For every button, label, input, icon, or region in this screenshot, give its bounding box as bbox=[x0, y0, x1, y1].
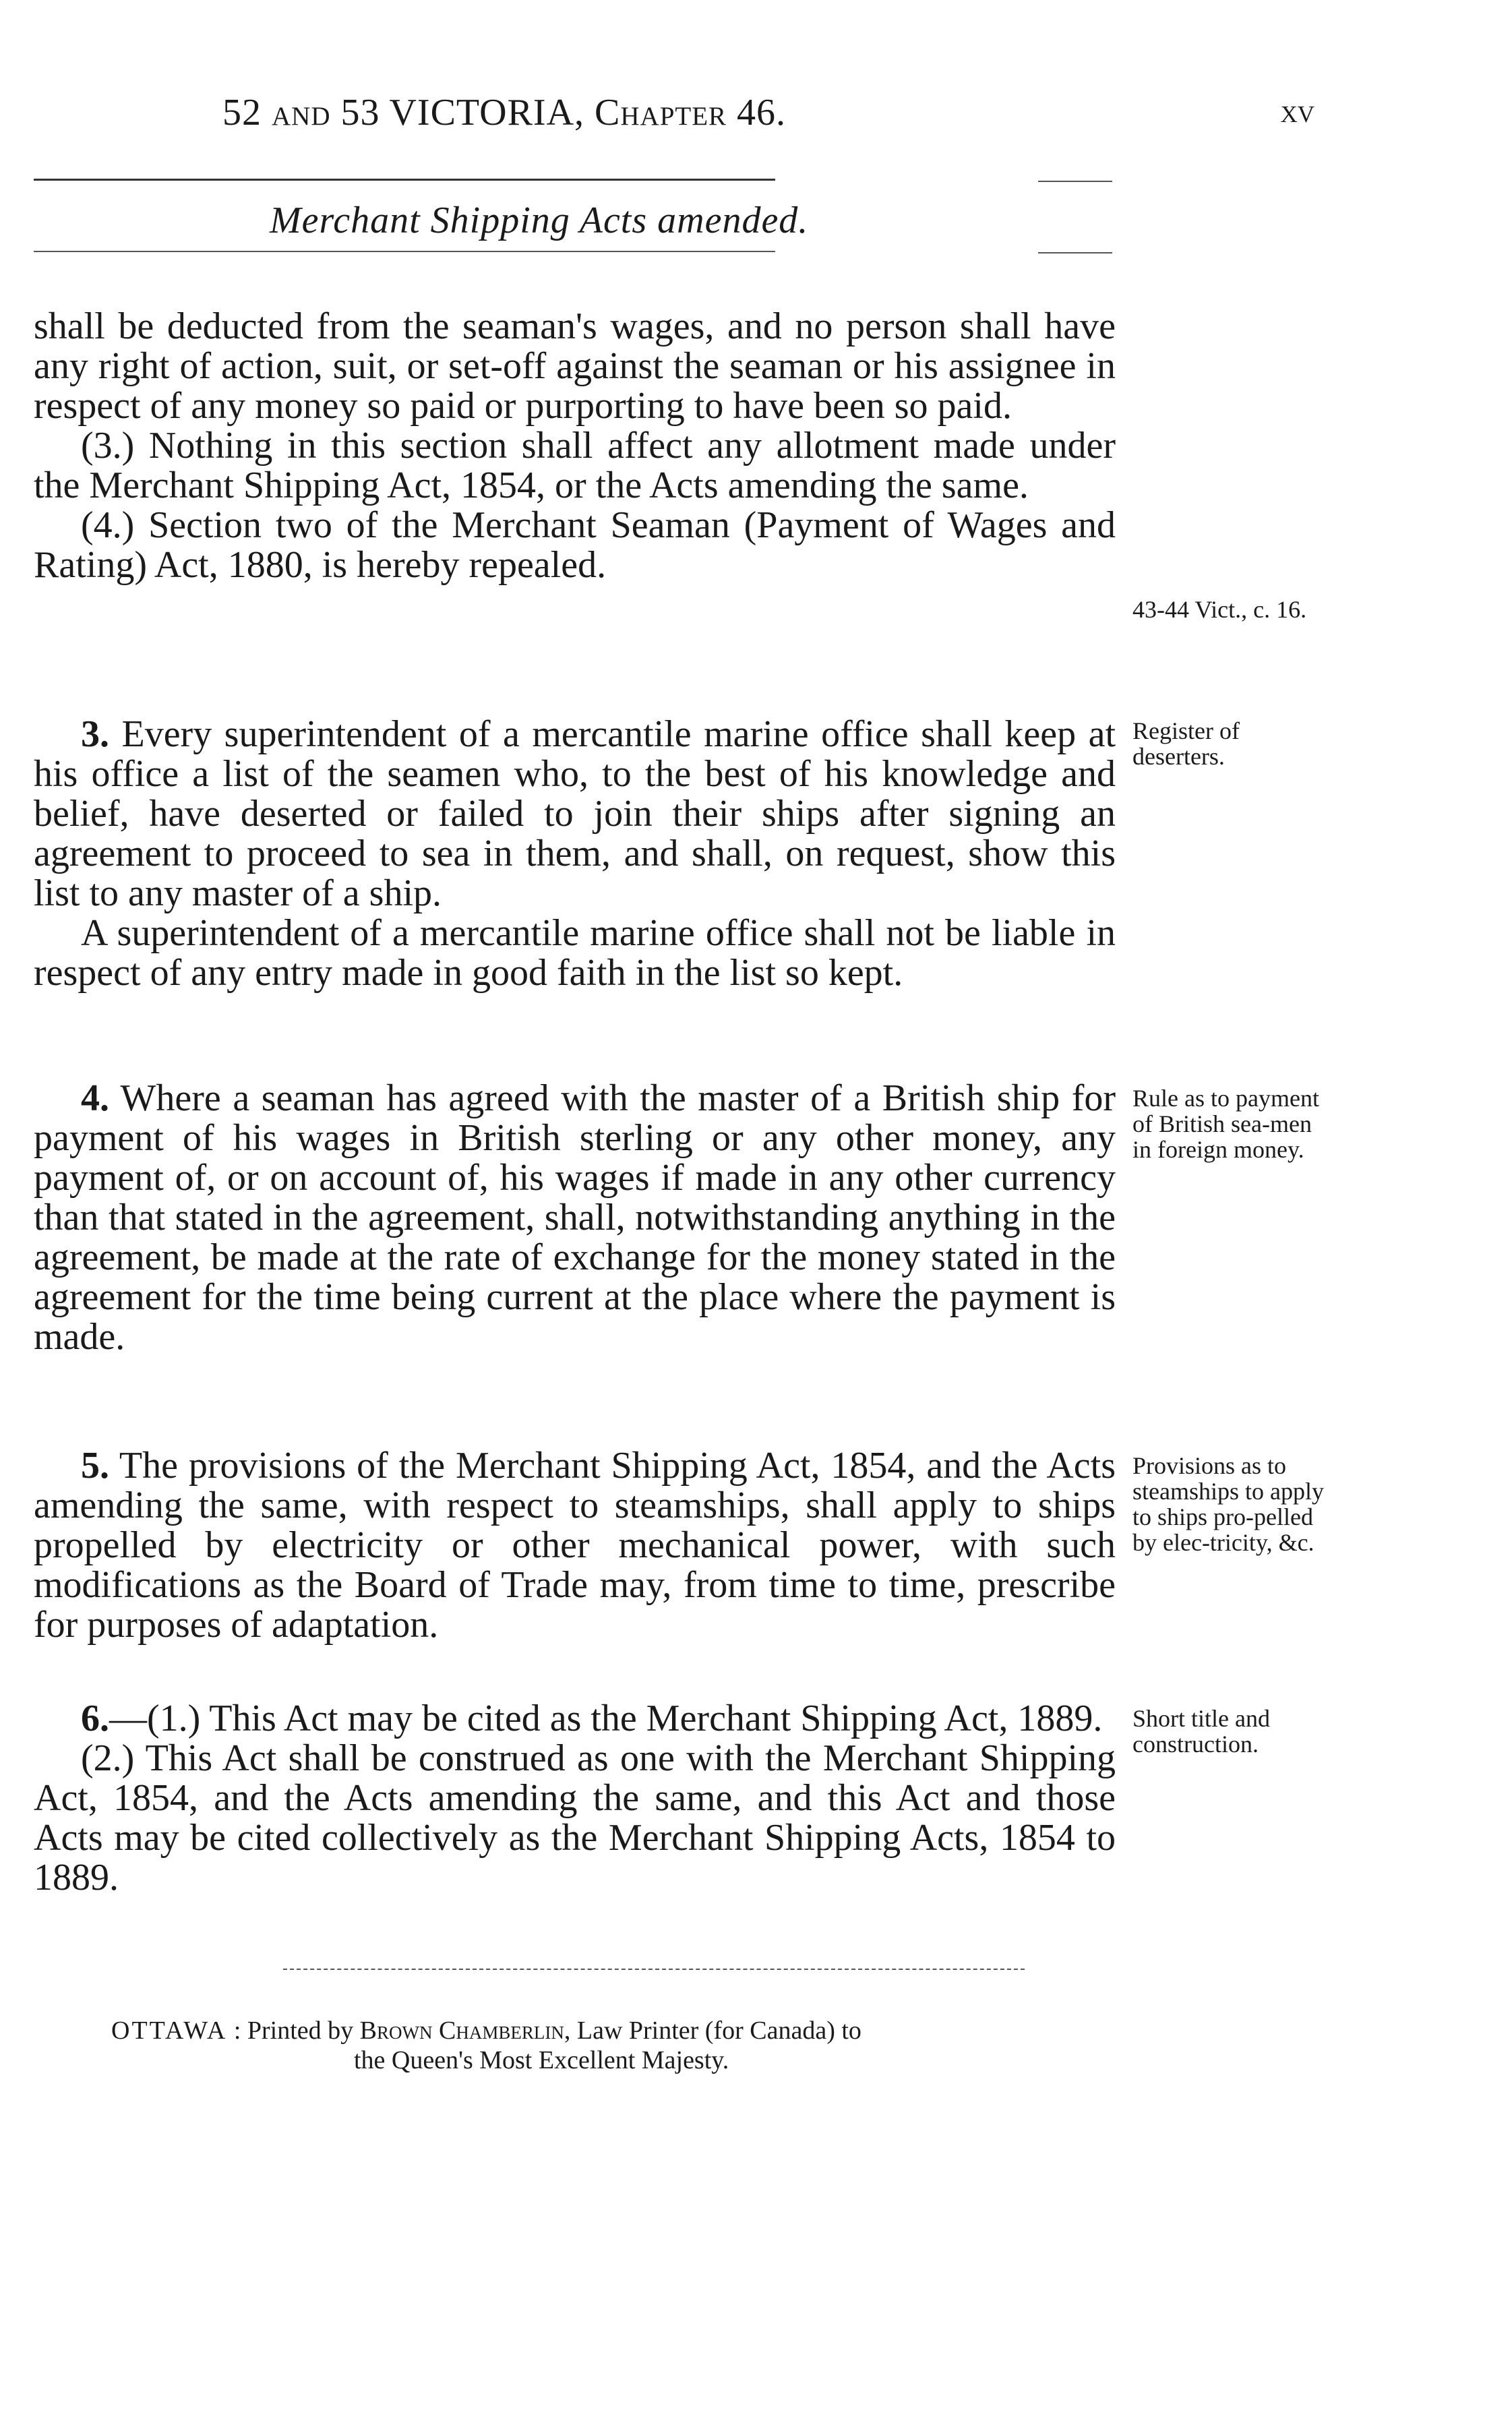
header-rule bbox=[34, 179, 775, 181]
subsection-4: (4.) Section two of the Merchant Seaman (Payment of Wages and Rating) Act, 1880, is hereby repealed. bbox=[34, 504, 1116, 586]
header-title-chapter: Chapter bbox=[595, 92, 727, 133]
section-6-body: —(1.) This Act may be cited as the Merchant Shipping Act, 1889. bbox=[109, 1698, 1103, 1739]
section-5-body: The provisions of the Merchant Shipping Act, 1854, and the Acts amending the same, with respect to steamships, shall apply to ships propelled by electricity or other mechanical power, with such modifications as the Board of Trade may, from time to time, prescribe for purposes of adaptation. bbox=[34, 1445, 1116, 1646]
header-title-and: and bbox=[272, 92, 331, 133]
section-4-body: Where a seaman has agreed with the master of a British ship for payment of his wages in British sterling or any other money, any payment of, or on account of, his wages if made in any other currency than that stated in the agreement, shall, notwithstanding anything in the agreement, be made at the rate of exchange for the money stated in the agreement for the time being current at the place where the payment is made. bbox=[34, 1077, 1116, 1358]
header-title-part: 52 bbox=[222, 92, 272, 133]
section-6-text bbox=[34, 1699, 1116, 1739]
margin-note-citation: 43-44 Vict., c. 16. bbox=[1132, 596, 1307, 623]
header-title-part: 53 VICTORIA, bbox=[330, 92, 595, 133]
section-4-text bbox=[34, 1079, 1116, 1357]
section-3 bbox=[34, 715, 1116, 993]
margin-note-register: Register of deserters. bbox=[1132, 717, 1240, 770]
imprint-printed-by: Printed by bbox=[247, 2016, 360, 2045]
section-6-paragraph-2: (2.) This Act shall be construed as one with the Merchant Shipping Act, 1854, and the Acts amending the same, and this Act and those Acts may be cited collectively as the Merchant Shipping Acts, 1854 to 1889. bbox=[34, 1737, 1116, 1898]
subheading-rule bbox=[1038, 252, 1112, 253]
imprint-line-1 bbox=[111, 2016, 1122, 2045]
subheading-rule bbox=[34, 251, 775, 252]
section-number: 6. bbox=[81, 1698, 109, 1739]
printer-imprint bbox=[111, 2016, 1122, 2075]
closing-rule bbox=[283, 1969, 1025, 1970]
imprint-line-2: the Queen's Most Excellent Majesty. bbox=[354, 2046, 729, 2074]
subheading: Merchant Shipping Acts amended. bbox=[270, 200, 809, 241]
paragraph: shall be deducted from the seaman's wages, and no person shall have any right of action, suit, or set-off against the seaman or his assignee in respect of any money so paid or purporting to have been so paid. bbox=[34, 305, 1116, 427]
imprint-separator: : bbox=[227, 2016, 247, 2045]
section-3-paragraph-2: A superintendent of a mercantile marine office shall not be liable in respect of any entry made in good faith in the list so kept. bbox=[34, 912, 1116, 994]
imprint-rest: , Law Printer (for Canada) to bbox=[564, 2016, 861, 2045]
margin-note-rule: Rule as to payment of British sea-men in foreign money. bbox=[1132, 1085, 1319, 1163]
header-rule bbox=[1038, 181, 1112, 182]
section-number: 4. bbox=[81, 1077, 109, 1119]
section-5 bbox=[34, 1446, 1116, 1645]
section-6 bbox=[34, 1699, 1116, 1898]
section-number: 3. bbox=[81, 713, 109, 755]
paragraph-continued bbox=[34, 307, 1116, 585]
imprint-printer: Brown Chamberlin bbox=[359, 2016, 564, 2045]
page-number: xv bbox=[1280, 92, 1314, 129]
section-5-text bbox=[34, 1446, 1116, 1645]
subsection-3: (3.) Nothing in this section shall affect any allotment made under the Merchant Shipping Act, 1854, or the Acts amending the same. bbox=[34, 425, 1116, 506]
header-title-part: 46. bbox=[727, 92, 787, 133]
section-3-body: Every superintendent of a mercantile marine office shall keep at his office a list of the seamen who, to the best of his knowledge and belief, have deserted or failed to join their ships after signing an agreement to proceed to sea in them, and shall, on request, show this list to any master of a ship. bbox=[34, 713, 1116, 914]
margin-note-provisions: Provisions as to steamships to apply to ships pro-pelled by elec-tricity, &c. bbox=[1132, 1452, 1324, 1556]
header-title bbox=[222, 91, 786, 134]
section-3-text bbox=[34, 715, 1116, 913]
imprint-city: OTTAWA bbox=[111, 2016, 228, 2045]
margin-note-short-title: Short title and construction. bbox=[1132, 1705, 1270, 1758]
running-head bbox=[222, 91, 1314, 145]
section-4 bbox=[34, 1079, 1116, 1357]
section-number: 5. bbox=[81, 1445, 109, 1487]
